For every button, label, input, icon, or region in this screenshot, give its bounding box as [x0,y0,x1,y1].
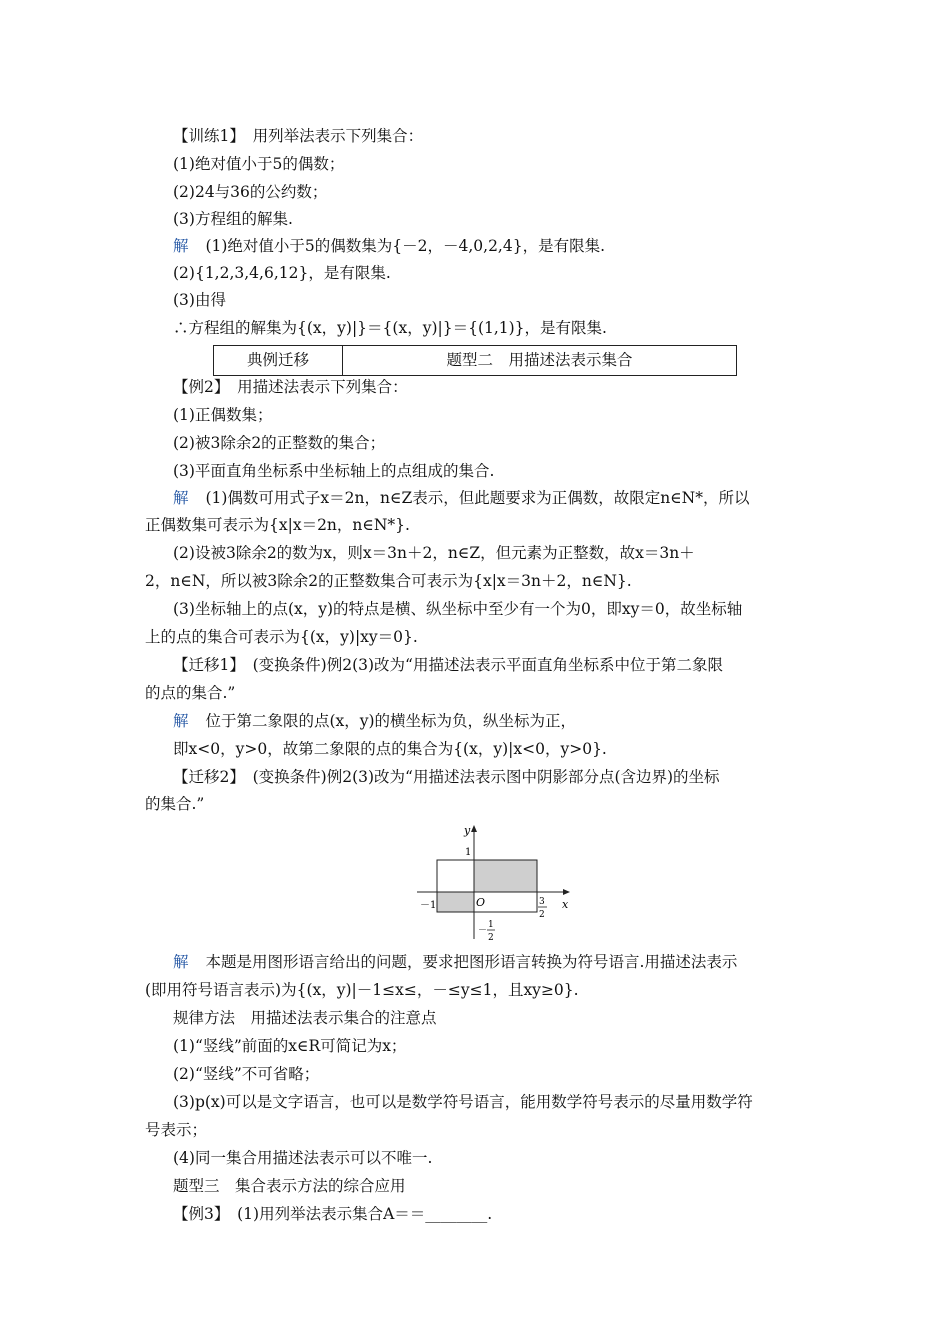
exercise-1-title: 【训练1】 用列举法表示下列集合： [173,127,424,145]
solution-label: 解 [173,237,189,255]
tick-label-minus: － [478,926,488,936]
text-line: (1)绝对值小于5的偶数； [173,155,345,173]
text-line: (3)坐标轴上的点(x，y)的特点是横、纵坐标中至少有一个为0，即xy＝0，故坐标轴 [173,600,743,618]
tick-label-1: 1 [465,847,472,858]
solution-text: (1)偶数可用式子x＝2n，n∈Z表示，但此题要求为正偶数，故限定n∈N*，所以 [205,489,750,507]
text-line: (2)被3除余2的正整数的集合； [173,434,386,452]
shaded-region-upper [474,860,537,892]
transfer-2-title: 【迁移2】 (变换条件)例2(3)改为“用描述法表示图中阴影部分点(含边界)的坐标 [173,768,720,786]
y-axis-label: y [464,824,471,837]
solution-label: 解 [173,489,189,507]
text-line: 的点的集合.” [145,684,236,702]
banner-left: 典例迁移 [214,346,343,375]
example-3-title: 【例3】 (1)用列举法表示集合A＝＝________. [173,1205,493,1223]
origin-label: O [476,896,486,909]
text-line: 的集合.” [145,795,205,813]
solution-text: 本题是用图形语言给出的问题，要求把图形语言转换为符号语言.用描述法表示 [205,953,738,971]
tick-label-1b: 1 [488,920,494,930]
text-line: 上的点的集合可表示为{(x，y)|xy＝0}. [145,628,418,646]
text-line: 号表示； [145,1121,208,1139]
coordinate-figure [412,824,582,944]
section-banner [213,345,737,376]
text-line: (3)平面直角坐标系中坐标轴上的点组成的集合. [173,462,495,480]
x-axis-label: x [562,898,569,911]
text-line: (3)方程组的解集. [173,210,293,228]
text-line: (2)24与36的公约数； [173,183,328,201]
solution-line [173,236,605,256]
shaded-region-lower [437,892,474,912]
tick-label-neg1: －1 [420,900,437,911]
solution-text: 位于第二象限的点(x，y)的横坐标为负，纵坐标为正， [205,712,577,730]
text-line: (3)由得 [173,291,226,309]
text-line: (2)“竖线”不可省略； [173,1065,320,1083]
text-line: ∴方程组的解集为{(x，y)|}＝{(x，y)|}＝{(1,1)}，是有限集. [173,319,607,337]
text-line: 2，n∈N，所以被3除余2的正整数集合可表示为{x|x＝3n＋2，n∈N}. [145,572,632,590]
solution-line [173,952,737,972]
text-line: (2){1,2,3,4,6,12}，是有限集. [173,264,391,282]
tick-label-3: 3 [539,897,545,907]
y-axis-arrow-icon [471,825,477,832]
tick-label-2b: 2 [488,933,494,943]
solution-line [173,711,576,731]
text-line: (即用符号语言表示)为{(x，y)|－1≤x≤，－≤y≤1，且xy≥0}. [145,981,579,999]
example-2-title: 【例2】 用描述法表示下列集合： [173,378,408,396]
x-axis-arrow-icon [563,889,570,895]
text-line: 正偶数集可表示为{x|x＝2n，n∈N*}. [145,516,410,534]
section-3-title: 题型三 集合表示方法的综合应用 [173,1177,406,1195]
text-line: (3)p(x)可以是文字语言，也可以是数学符号语言，能用数学符号表示的尽量用数学符 [173,1093,753,1111]
tick-label-2: 2 [539,910,545,920]
transfer-1-title: 【迁移1】 (变换条件)例2(3)改为“用描述法表示平面直角坐标系中位于第二象限 [173,656,723,674]
banner-right: 题型二 用描述法表示集合 [446,351,633,369]
solution-text: (1)绝对值小于5的偶数集为{－2，－4,0,2,4}，是有限集. [205,237,606,255]
method-title: 规律方法 用描述法表示集合的注意点 [173,1009,437,1027]
solution-label: 解 [173,953,189,971]
text-line: (1)正偶数集； [173,406,273,424]
solution-line [173,488,750,508]
text-line: (2)设被3除余2的数为x，则x＝3n＋2，n∈Z，但元素为正整数，故x＝3n＋ [173,544,695,562]
text-line: (4)同一集合用描述法表示可以不唯一. [173,1149,433,1167]
text-line: (1)“竖线”前面的x∈R可简记为x； [173,1037,407,1055]
solution-label: 解 [173,712,189,730]
text-line: 即x<0，y>0，故第二象限的点的集合为{(x，y)|x<0，y>0}. [173,740,607,758]
